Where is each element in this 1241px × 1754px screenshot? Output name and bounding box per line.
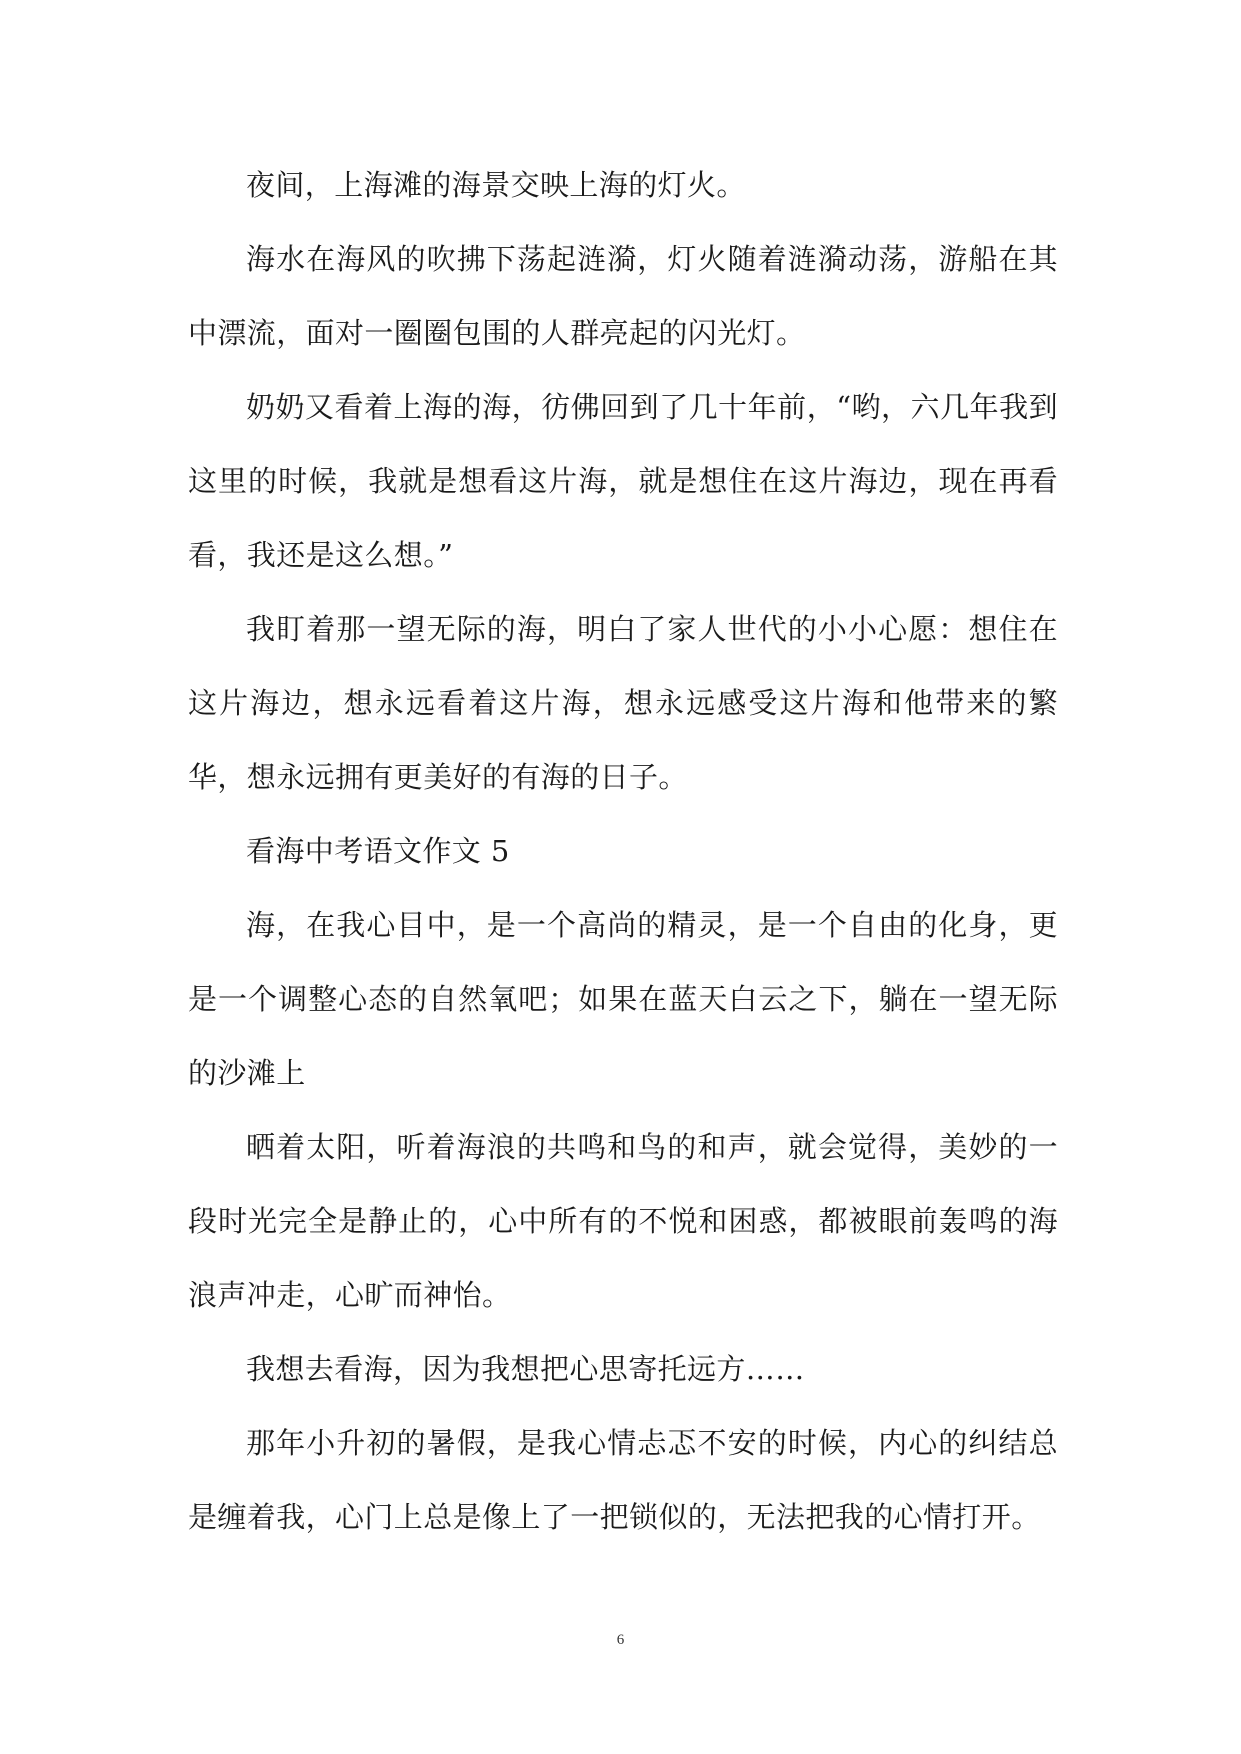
paragraph: 奶奶又看着上海的海，彷佛回到了几十年前，“哟，六几年我到这里的时候，我就是想看这片海，就是想住在这片海边，现在再看看，我还是这么想。”: [188, 390, 1058, 572]
section-heading: 看海中考语文作文 5: [246, 834, 510, 868]
paragraph: 夜间，上海滩的海景交映上海的灯火。: [246, 168, 746, 202]
page-number: 6: [616, 1632, 625, 1648]
paragraph: 我盯着那一望无际的海，明白了家人世代的小小心愿：想住在这片海边，想永远看着这片海，想永远感受这片海和他带来的繁华，想永远拥有更美好的有海的日子。: [188, 612, 1058, 794]
document-body: [188, 148, 1058, 1554]
paragraph: 晒着太阳，听着海浪的共鸣和鸟的和声，就会觉得，美妙的一段时光完全是静止的，心中所有的不悦和困惑，都被眼前轰鸣的海浪声冲走，心旷而神怡。: [188, 1130, 1058, 1312]
paragraph: 我想去看海，因为我想把心思寄托远方……: [246, 1352, 805, 1386]
paragraph: 那年小升初的暑假，是我心情忐忑不安的时候，内心的纠结总是缠着我，心门上总是像上了一把锁似的，无法把我的心情打开。: [188, 1426, 1058, 1534]
paragraph: 海水在海风的吹拂下荡起涟漪，灯火随着涟漪动荡，游船在其中漂流，面对一圈圈包围的人群亮起的闪光灯。: [188, 242, 1058, 350]
paragraph: 海，在我心目中，是一个高尚的精灵，是一个自由的化身，更是一个调整心态的自然氧吧；如果在蓝天白云之下，躺在一望无际的沙滩上: [188, 908, 1058, 1090]
